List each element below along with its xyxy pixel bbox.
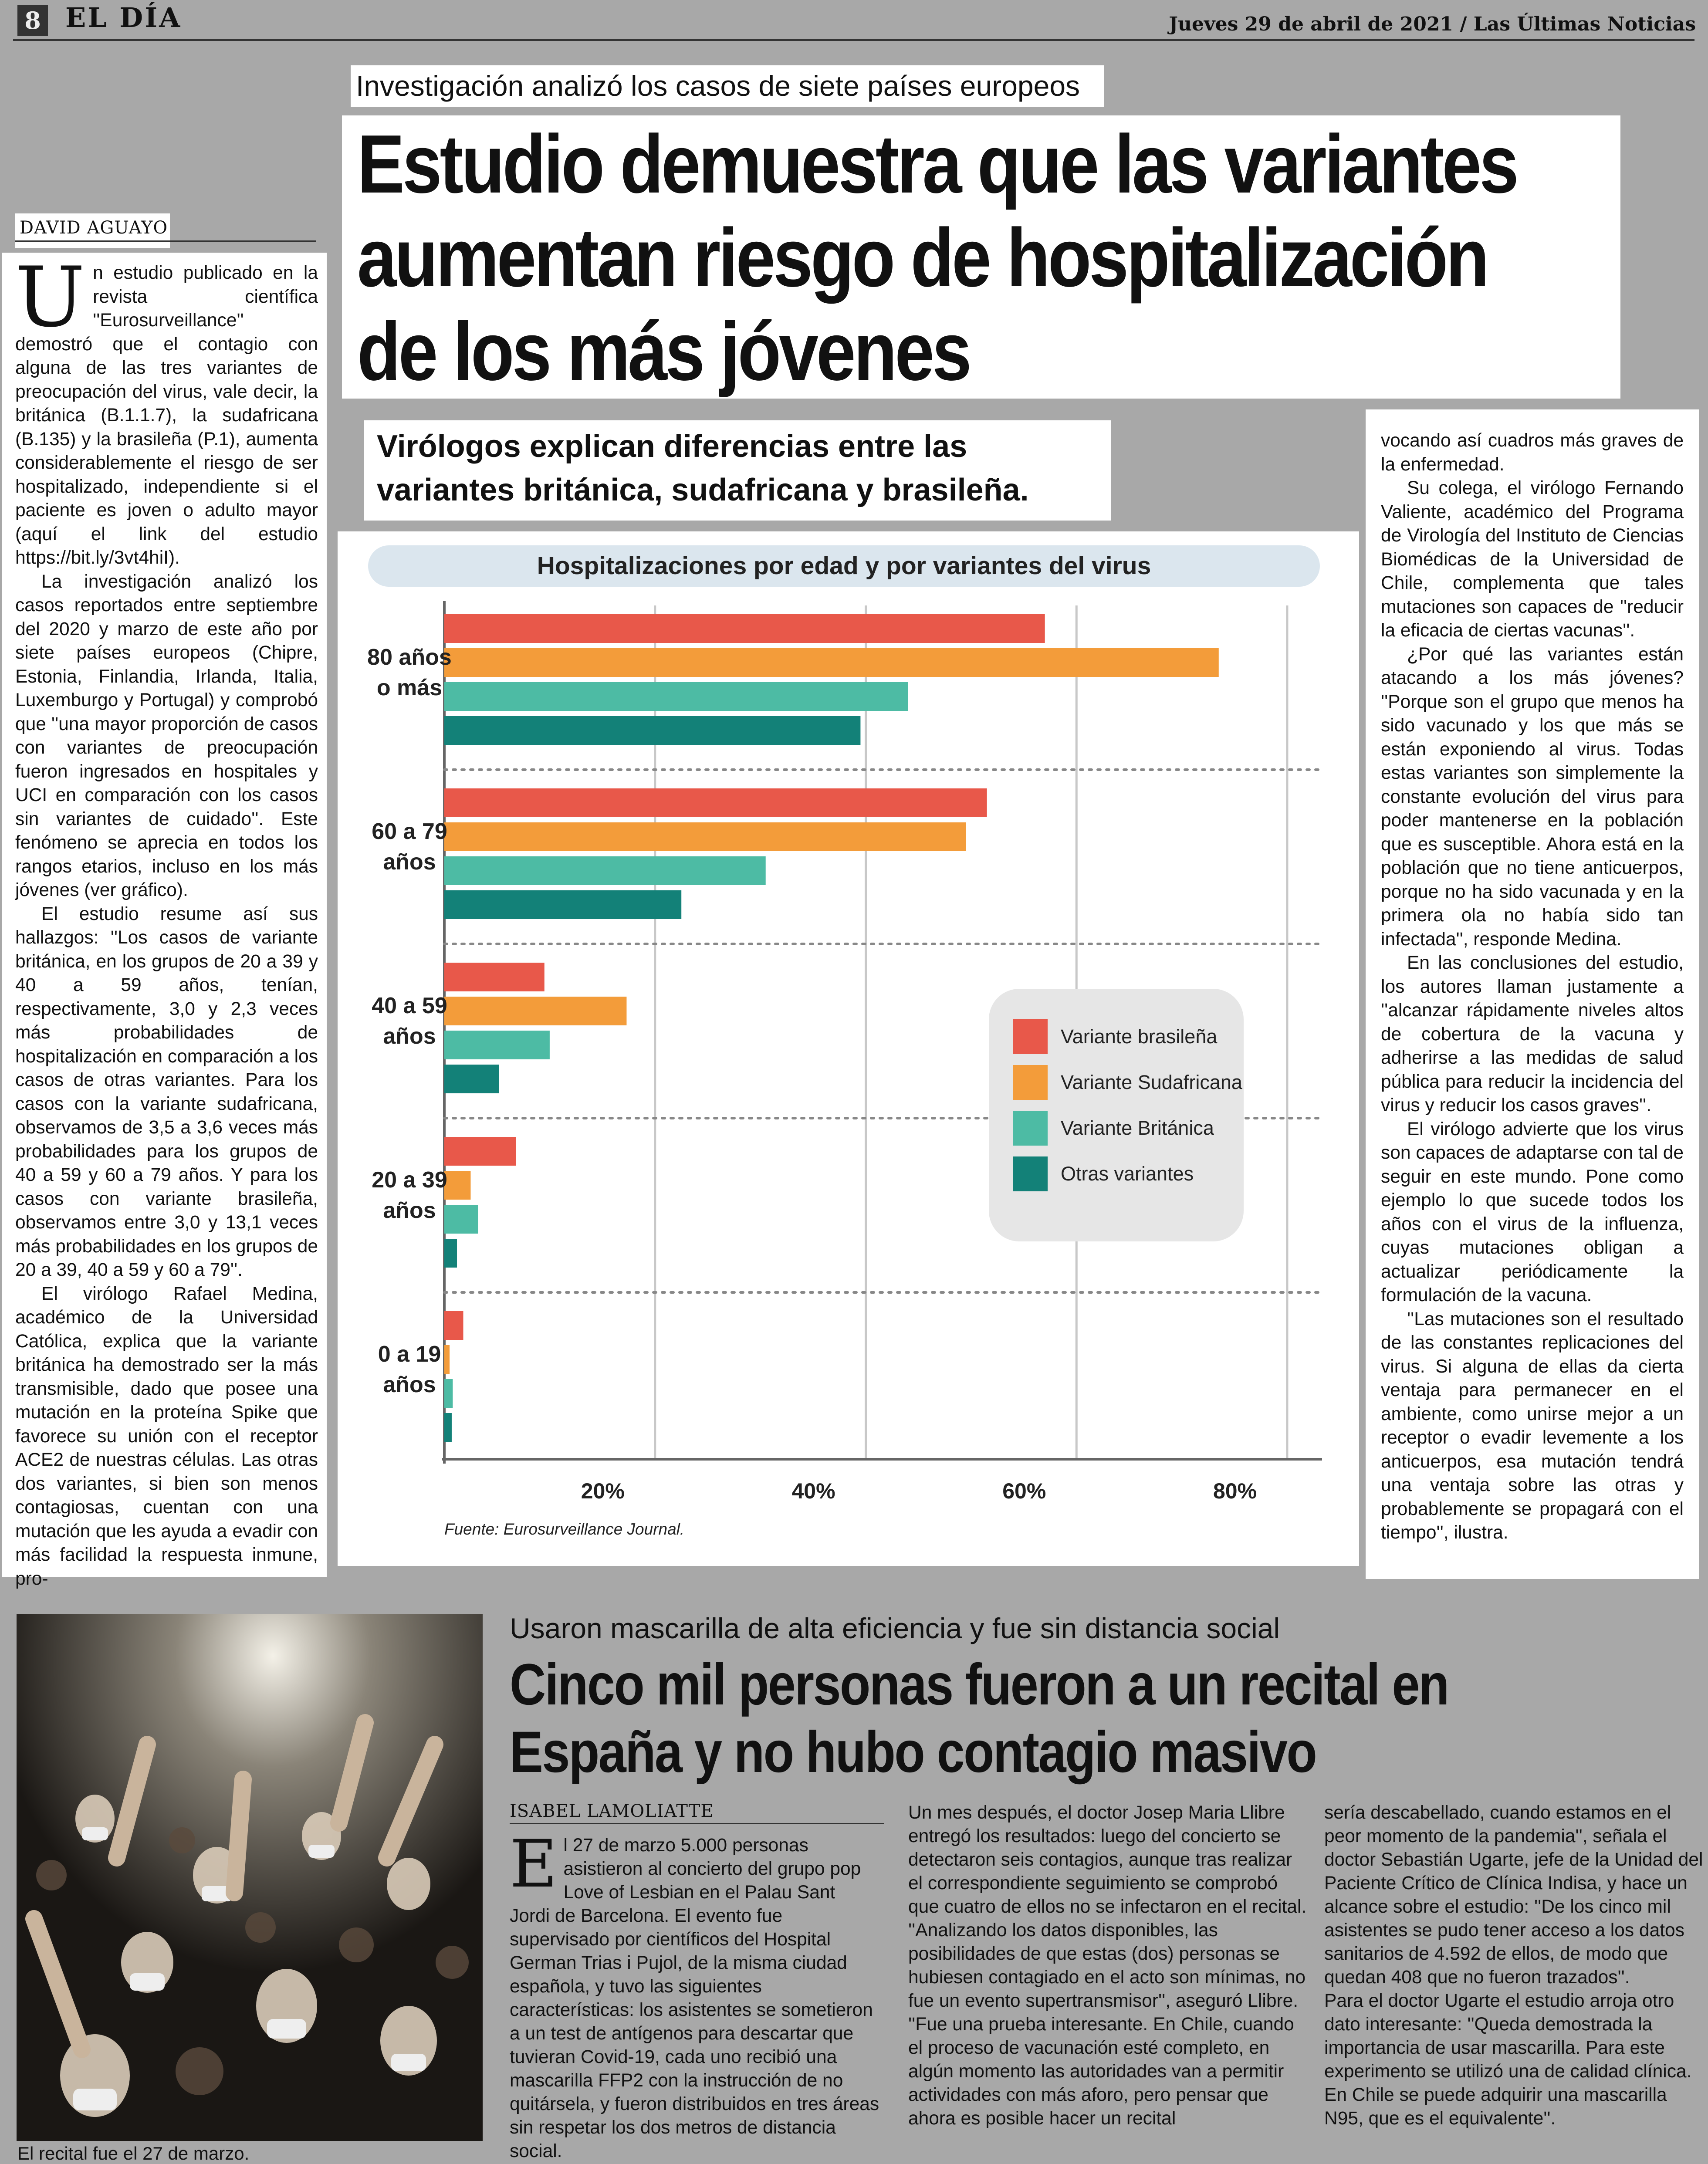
bar-variante-británica bbox=[444, 682, 908, 711]
article2-headline bbox=[510, 1651, 1448, 1786]
category-label: 80 años bbox=[367, 645, 452, 670]
bar-variante-brasileña bbox=[444, 963, 545, 991]
paragraph: El virólogo Rafael Medina, académico de la Universidad Católica, explica que la variante británica ha demostrado ser la más transmisible, dado que posee una mutación en la proteína Spike que favorece su unión con el receptor ACE2 de nuestras células. Las otras dos variantes, si bien son menos contagiosas, cuentan con una mutación que les ayuda a evadir con más facilidad la respuesta inmune, pro- bbox=[15, 1283, 318, 1589]
article2-column-1 bbox=[510, 1826, 880, 2163]
headline-line: de los más jóvenes bbox=[357, 305, 970, 398]
x-tick-label: 20% bbox=[581, 1479, 625, 1503]
paragraph: vocando así cuadros más graves de la enfermedad. bbox=[1381, 430, 1684, 475]
paragraph: l 27 de marzo 5.000 personas asistieron al concierto del grupo pop Love of Lesbian en el Palau Sant Jordi de Barcelona. El evento fue supervisado por científicos del Hospital German Trias i Pujol, de la misma ciudad española, y tuvo las siguientes características: los asistentes se sometieron a un test de antígenos para descartar que tuvieran Covid-19, cada uno recibió una mascarilla FFP2 con la instrucción de no quitársela, y fueron distribuidos en tres áreas sin respetar los dos metros de distancia social. bbox=[510, 1835, 879, 2161]
paragraph: Para el doctor Ugarte el estudio arroja otro dato interesante: ''Queda demostrada la importancia de usar mascarilla. Para este experimento se utilizó una de calidad clínica. En Chile se puede adquirir una mascarilla N95, que es el equivalente''. bbox=[1324, 1991, 1692, 2129]
bar-variante-sudafricana bbox=[444, 1345, 450, 1374]
bar-variante-brasileña bbox=[444, 1311, 463, 1340]
legend-swatch bbox=[1013, 1156, 1048, 1191]
x-tick-label: 40% bbox=[791, 1479, 835, 1503]
category-label: o más bbox=[376, 675, 443, 700]
bar-variante-brasileña bbox=[444, 1137, 516, 1166]
headline-line: aumentan riesgo de hospitalización bbox=[357, 212, 1487, 304]
paragraph: ''Las mutaciones son el resultado de las constantes replicaciones del virus. Si alguna de ellas da cierta ventaja para permanecer en el ambiente, como unirse mejor a un receptor o evadir levemente a los anticuerpos, esa mutación tendrá una ventaja sobre las otras y probablemente se propagará con el tiempo'', ilustra. bbox=[1381, 1309, 1684, 1543]
paragraph: ''Fue una prueba interesante. En Chile, cuando el proceso de vacunación esté completo, en algún momento las autoridades van a permitir actividades con más aforo, pero pensar que ahora es posible hacer un recital bbox=[908, 2014, 1294, 2129]
legend-label: Variante brasileña bbox=[1061, 1025, 1218, 1048]
article1-byline: DAVID AGUAYO bbox=[20, 218, 168, 238]
article1-headline bbox=[357, 118, 1517, 399]
bar-variante-británica bbox=[444, 1205, 478, 1234]
paragraph: ¿Por qué las variantes están atacando a los más jóvenes? ''Porque son el grupo que menos ha sido vacunado y los que más se están exponiendo al virus. Todas estas variantes son simplemente la constante evolución del virus para poder mantenerse en la población que es susceptible. Ahora está en la población que no tiene anticuerpos, porque no ha sido vacunada y en la primera ola no había sido tan infectada'', responde Medina. bbox=[1381, 644, 1684, 950]
chart-title: Hospitalizaciones por edad y por variantes del virus bbox=[537, 552, 1151, 580]
chart-source: Fuente: Eurosurveillance Journal. bbox=[444, 1520, 685, 1538]
bar-variante-sudafricana bbox=[444, 1171, 470, 1200]
paragraph: En las conclusiones del estudio, los autores llaman justamente a ''alcanzar rápidamente niveles altos de cobertura de la vacuna y adherirse a las medidas de salud pública para reducir la incidencia del virus y reducir los casos graves''. bbox=[1381, 953, 1684, 1116]
x-tick-label: 60% bbox=[1002, 1479, 1046, 1503]
bar-variante-británica bbox=[444, 856, 766, 885]
headline-line: España y no hubo contagio masivo bbox=[510, 1720, 1316, 1785]
paragraph: La investigación analizó los casos reportados entre septiembre del 2020 y marzo de este año por siete países europeos (Chipre, Estonia, Finlandia, Irlanda, Italia, Luxemburgo y Portugal) y comprobó que ''una mayor proporción de casos con variantes de preocupación fueron ingresados en hospitales y UCI en comparación con los casos sin variantes de cuidado''. Este fenómeno se aprecia en todos los rangos etarios, incluso en los más jóvenes (ver gráfico). bbox=[15, 571, 318, 900]
date: Jueves 29 de abril de 2021 bbox=[1169, 13, 1454, 35]
article1-column-3 bbox=[1381, 429, 1684, 1545]
article1-kicker: Investigación analizó los casos de siete países europeos bbox=[351, 65, 1104, 107]
bar-variante-sudafricana bbox=[444, 648, 1219, 677]
bar-variante-sudafricana bbox=[444, 997, 626, 1025]
category-label: 0 a 19 bbox=[378, 1342, 441, 1367]
section-name: EL DÍA bbox=[65, 2, 182, 34]
legend-swatch bbox=[1013, 1019, 1048, 1054]
paragraph: Un mes después, el doctor Josep Maria Llibre entregó los resultados: luego del concierto se detectaron seis contagios, aunque tras realizar el correspondiente seguimiento se comprobó que cuatro de ellos no se infectaron en el recital. ''Analizando los datos disponibles, las posibilidades de que estas (dos) personas se hubiesen contagiado en el acto son mínimas, no fue un evento supertransmisor'', aseguró Llibre. bbox=[908, 1802, 1307, 2011]
paragraph: Su colega, el virólogo Fernando Valiente, académico del Programa de Virología del Instituto de Ciencias Biomédicas de la Universidad de Chile, complementa que tales mutaciones son capaces de ''reducir la eficacia de ciertas vacunas''. bbox=[1381, 478, 1684, 641]
bar-variante-británica bbox=[444, 1379, 453, 1408]
photo-caption: El recital fue el 27 de marzo. bbox=[17, 2143, 250, 2164]
article2-column-2 bbox=[908, 1801, 1309, 2130]
article2-kicker: Usaron mascarilla de alta eficiencia y fue sin distancia social bbox=[510, 1612, 1280, 1644]
paragraph: El virólogo advierte que los virus son capaces de adaptarse con tal de seguir en este mundo. Pone como ejemplo lo que sucede todos los años con el virus de la influenza, cuyas mutaciones obligan a actualizar periódicamente la formulación de la vacuna. bbox=[1381, 1119, 1684, 1305]
byline-rule bbox=[510, 1823, 884, 1824]
bar-variante-brasileña bbox=[444, 788, 987, 817]
masthead-rule bbox=[13, 39, 1694, 41]
legend-label: Variante Sudafricana bbox=[1061, 1071, 1242, 1093]
article2-column-3 bbox=[1324, 1801, 1708, 2130]
bar-chart bbox=[338, 531, 1359, 1566]
legend-swatch bbox=[1013, 1065, 1048, 1100]
legend-swatch bbox=[1013, 1111, 1048, 1146]
publication-name: Las Últimas Noticias bbox=[1473, 13, 1696, 35]
legend-label: Variante Británica bbox=[1061, 1117, 1214, 1139]
dateline bbox=[1169, 13, 1696, 35]
headline-line: Estudio demuestra que las variantes bbox=[357, 118, 1517, 210]
dropcap: U bbox=[15, 249, 85, 345]
article1-column-1 bbox=[15, 249, 318, 1591]
article1-subheadline: Virólogos explican diferencias entre las variantes británica, sudafricana y brasileña. bbox=[377, 429, 1029, 507]
legend-label: Otras variantes bbox=[1061, 1163, 1194, 1185]
crowd-image bbox=[17, 1614, 483, 2141]
paragraph: n estudio publicado en la revista científica ''Eurosurveillance'' demostró que el contagio con alguna de las tres variantes de preocupación del virus, vale decir, la británica (B.1.1.7), la sudafricana (B.135) y la brasileña (P.1), aumenta considerablemente el riesgo de ser hospitalizado, independiente si el paciente es joven o adulto mayor (aquí el link del estudio https://bit.ly/3vt4hiI). bbox=[15, 263, 318, 568]
dropcap: E bbox=[510, 1826, 558, 1902]
category-label: 60 a 79 bbox=[372, 819, 447, 844]
paragraph: sería descabellado, cuando estamos en el peor momento de la pandemia'', señala el doctor Sebastián Ugarte, jefe de la Unidad del Paciente Crítico de Clínica Indisa, y hace un alcance sobre el estudio: ''De los cinco mil asistentes se pudo tener acceso a los datos sanitarios de 4.592 de ellos, de modo que quedan 408 que no fueron trazados''. bbox=[1324, 1802, 1703, 1988]
category-label: años bbox=[383, 849, 436, 875]
bar-otras-variantes bbox=[444, 890, 681, 919]
category-label: años bbox=[383, 1198, 436, 1223]
dateline-separator: / bbox=[1460, 13, 1467, 35]
category-label: 40 a 59 bbox=[372, 993, 447, 1018]
bar-variante-brasileña bbox=[444, 614, 1045, 643]
article2-byline: ISABEL LAMOLIATTE bbox=[510, 1801, 714, 1821]
bar-otras-variantes bbox=[444, 1065, 499, 1093]
category-label: 20 a 39 bbox=[372, 1167, 447, 1193]
category-label: años bbox=[383, 1372, 436, 1397]
bar-otras-variantes bbox=[444, 1413, 452, 1442]
bar-variante-británica bbox=[444, 1031, 550, 1059]
concert-photo bbox=[17, 1614, 483, 2141]
bar-otras-variantes bbox=[444, 716, 860, 745]
bar-otras-variantes bbox=[444, 1239, 457, 1268]
headline-line: Cinco mil personas fueron a un recital en bbox=[510, 1652, 1448, 1717]
category-label: años bbox=[383, 1024, 436, 1049]
page-number: 8 bbox=[17, 5, 48, 36]
bar-variante-sudafricana bbox=[444, 822, 966, 851]
byline-rule bbox=[15, 240, 316, 242]
x-tick-label: 80% bbox=[1213, 1479, 1257, 1503]
paragraph: El estudio resume así sus hallazgos: ''Los casos de variante británica, en los grupos de 20 a 39 y 40 a 59 años, tenían, respectivamente, 3,0 y 2,3 veces más probabilidades de hospitalización en comparación a los casos de otras variantes. Para los casos con la variante sudafricana, observamos de 3,5 a 3,6 veces más probabilidades para los grupos de 40 a 59 y 60 a 79 años. Y para los casos con variante brasileña, observamos entre 3,0 y 13,1 veces más probabilidades en los grupos de 20 a 39, 40 a 59 y 60 a 79''. bbox=[15, 903, 318, 1280]
